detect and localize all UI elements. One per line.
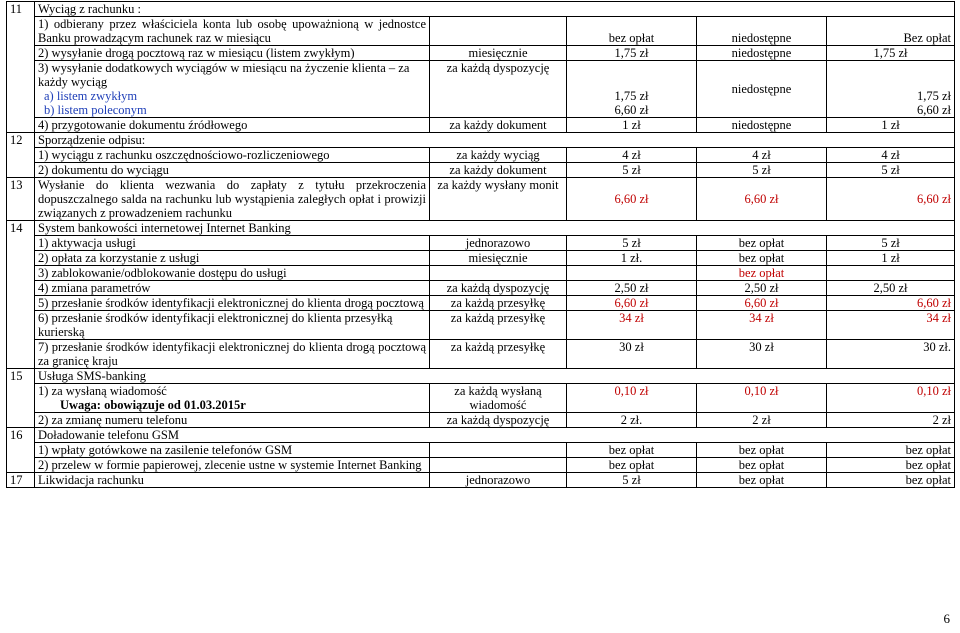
- row-description: 5) przesłanie środków identyfikacji elektronicznej do klienta drogą pocztową: [35, 296, 430, 311]
- fee-cell: 6,60 zł: [697, 296, 827, 311]
- table-row: [7, 17, 955, 46]
- fee-cell: 34 zł: [827, 311, 955, 340]
- table-row: [7, 296, 955, 311]
- frequency-cell: za każdą przesyłkę: [430, 296, 567, 311]
- fee-cell: 2 zł.: [567, 413, 697, 428]
- row-description-line: 1) za wysłaną wiadomość: [38, 384, 167, 398]
- fee-value: 6,60 zł: [614, 103, 649, 117]
- table-row: [7, 46, 955, 61]
- row-description: Likwidacja rachunku: [35, 473, 430, 488]
- table-row: [7, 281, 955, 296]
- row-description: 4) zmiana parametrów: [35, 281, 430, 296]
- fee-cell: 34 zł: [567, 311, 697, 340]
- fee-cell: [827, 61, 955, 118]
- section-title: System bankowości internetowej Internet Banking: [35, 221, 955, 236]
- fee-cell: 5 zł: [827, 163, 955, 178]
- table-row: [7, 61, 955, 118]
- section-title: Doładowanie telefonu GSM: [35, 428, 955, 443]
- sub-item: b) listem poleconym: [44, 103, 147, 117]
- fee-cell: bez opłat: [697, 473, 827, 488]
- fee-cell: 5 zł: [827, 236, 955, 251]
- table-row: [7, 384, 955, 413]
- note: Uwaga: obowiązuje od 01.03.2015r: [60, 398, 246, 412]
- fee-cell: [827, 266, 955, 281]
- section-number: 12: [7, 133, 35, 178]
- table-row: [7, 473, 955, 488]
- fee-cell: 30 zł: [567, 340, 697, 369]
- frequency-cell: za każdą wysłaną wiadomość: [430, 384, 567, 413]
- row-description: 7) przesłanie środków identyfikacji elektronicznej do klienta drogą pocztową za granicę kraju: [35, 340, 430, 369]
- fee-cell: 4 zł: [567, 148, 697, 163]
- fee-cell: niedostępne: [697, 46, 827, 61]
- row-description: [35, 61, 430, 118]
- fee-cell: 1 zł: [567, 118, 697, 133]
- fee-cell: 34 zł: [697, 311, 827, 340]
- fee-cell: 0,10 zł: [697, 384, 827, 413]
- frequency-cell: za każdy dokument: [430, 118, 567, 133]
- fee-cell: 2,50 zł: [827, 281, 955, 296]
- table-row: [7, 148, 955, 163]
- fee-cell: 1 zł: [827, 251, 955, 266]
- frequency-cell: za każdą dyspozycję: [430, 61, 567, 118]
- table-row: [7, 221, 955, 236]
- fee-cell: bez opłat: [567, 17, 697, 46]
- fee-cell: 5 zł: [567, 473, 697, 488]
- table-row: [7, 118, 955, 133]
- row-description: 2) opłata za korzystanie z usługi: [35, 251, 430, 266]
- row-description: 2) wysyłanie drogą pocztową raz w miesiącu (listem zwykłym): [35, 46, 430, 61]
- fee-value: 6,60 zł: [917, 103, 952, 117]
- section-number: 17: [7, 473, 35, 488]
- fee-cell: [567, 61, 697, 118]
- fee-value: 1,75 zł: [917, 89, 952, 103]
- section-number: 15: [7, 369, 35, 428]
- table-row: [7, 133, 955, 148]
- fee-cell: 6,60 zł: [827, 178, 955, 221]
- fee-cell: bez opłat: [827, 458, 955, 473]
- fee-cell: niedostępne: [697, 61, 827, 118]
- section-title: Sporządzenie odpisu:: [35, 133, 955, 148]
- fee-cell: niedostępne: [697, 118, 827, 133]
- fee-cell: 6,60 zł: [827, 296, 955, 311]
- row-description: 1) wyciągu z rachunku oszczędnościowo-rozliczeniowego: [35, 148, 430, 163]
- frequency-cell: za każdą dyspozycję: [430, 413, 567, 428]
- frequency-cell: jednorazowo: [430, 236, 567, 251]
- table-row: [7, 340, 955, 369]
- fee-value: 1,75 zł: [614, 89, 649, 103]
- row-description: 2) dokumentu do wyciągu: [35, 163, 430, 178]
- table-row: [7, 251, 955, 266]
- frequency-cell: za każdą przesyłkę: [430, 340, 567, 369]
- fee-cell: 6,60 zł: [567, 296, 697, 311]
- fee-cell: 2,50 zł: [697, 281, 827, 296]
- row-description: 6) przesłanie środków identyfikacji elektronicznej do klienta przesyłką kurierską: [35, 311, 430, 340]
- frequency-cell: za każdą dyspozycję: [430, 281, 567, 296]
- fee-cell: 2 zł: [827, 413, 955, 428]
- frequency-cell: [430, 266, 567, 281]
- fee-cell: 6,60 zł: [697, 178, 827, 221]
- fee-cell: 0,10 zł: [567, 384, 697, 413]
- row-description: 4) przygotowanie dokumentu źródłowego: [35, 118, 430, 133]
- section-number: 11: [7, 2, 35, 133]
- fee-cell: niedostępne: [697, 17, 827, 46]
- fee-cell: 5 zł: [697, 163, 827, 178]
- row-description: 1) aktywacja usługi: [35, 236, 430, 251]
- table-row: [7, 413, 955, 428]
- fee-cell: Bez opłat: [827, 17, 955, 46]
- table-row: [7, 369, 955, 384]
- row-description: 3) zablokowanie/odblokowanie dostępu do usługi: [35, 266, 430, 281]
- fee-cell: 5 zł: [567, 236, 697, 251]
- row-description: 1) wpłaty gotówkowe na zasilenie telefonów GSM: [35, 443, 430, 458]
- sub-item: a) listem zwykłym: [44, 89, 138, 103]
- frequency-cell: za każdy wyciąg: [430, 148, 567, 163]
- row-description-line: 3) wysyłanie dodatkowych wyciągów w miesiącu na życzenie klienta – za każdy wyciąg: [38, 61, 410, 89]
- frequency-cell: [430, 458, 567, 473]
- row-description: [35, 384, 430, 413]
- frequency-cell: za każdą przesyłkę: [430, 311, 567, 340]
- table-row: [7, 2, 955, 17]
- fee-cell: bez opłat: [697, 443, 827, 458]
- frequency-cell: [430, 17, 567, 46]
- table-row: [7, 178, 955, 221]
- fee-cell: bez opłat: [697, 236, 827, 251]
- fee-cell: bez opłat: [697, 266, 827, 281]
- table-row: [7, 443, 955, 458]
- fee-cell: 5 zł: [567, 163, 697, 178]
- table-row: [7, 236, 955, 251]
- fee-cell: 4 zł: [827, 148, 955, 163]
- fee-cell: bez opłat: [827, 473, 955, 488]
- row-description: 2) za zmianę numeru telefonu: [35, 413, 430, 428]
- section-number: 16: [7, 428, 35, 473]
- table-row: [7, 311, 955, 340]
- fee-cell: 1,75 zł: [827, 46, 955, 61]
- fee-cell: 6,60 zł: [567, 178, 697, 221]
- fee-cell: 0,10 zł: [827, 384, 955, 413]
- section-title: Wyciąg z rachunku :: [35, 2, 955, 17]
- table-row: [7, 163, 955, 178]
- row-description: Wysłanie do klienta wezwania do zapłaty z tytułu przekroczenia dopuszczalnego salda na rachunku lub wystąpienia zaległych opłat i prowizji związanych z prowadzeniem rachunku: [35, 178, 430, 221]
- fee-cell: 30 zł: [697, 340, 827, 369]
- section-number: 13: [7, 178, 35, 221]
- frequency-cell: miesięcznie: [430, 251, 567, 266]
- table-row: [7, 266, 955, 281]
- fee-cell: bez opłat: [567, 443, 697, 458]
- fee-cell: 30 zł.: [827, 340, 955, 369]
- fee-cell: bez opłat: [697, 458, 827, 473]
- frequency-cell: jednorazowo: [430, 473, 567, 488]
- frequency-cell: miesięcznie: [430, 46, 567, 61]
- row-description: 2) przelew w formie papierowej, zlecenie ustne w systemie Internet Banking: [35, 458, 430, 473]
- frequency-cell: [430, 443, 567, 458]
- fee-cell: 1 zł.: [567, 251, 697, 266]
- fee-cell: bez opłat: [567, 458, 697, 473]
- fee-cell: 4 zł: [697, 148, 827, 163]
- section-number: 14: [7, 221, 35, 369]
- fee-cell: bez opłat: [697, 251, 827, 266]
- fee-cell: 1 zł: [827, 118, 955, 133]
- frequency-cell: za każdy dokument: [430, 163, 567, 178]
- fee-table: [6, 1, 955, 488]
- table-row: [7, 458, 955, 473]
- fee-cell: 1,75 zł: [567, 46, 697, 61]
- fee-cell: bez opłat: [827, 443, 955, 458]
- fee-cell: [567, 266, 697, 281]
- table-row: [7, 428, 955, 443]
- fee-cell: 2 zł: [697, 413, 827, 428]
- fee-cell: 2,50 zł: [567, 281, 697, 296]
- section-title: Usługa SMS-banking: [35, 369, 955, 384]
- frequency-cell: za każdy wysłany monit: [430, 178, 567, 221]
- page-number: 6: [943, 611, 950, 626]
- row-description: 1) odbierany przez właściciela konta lub osobę upoważnioną w jednostce Banku prowadzącym rachunek raz w miesiącu: [35, 17, 430, 46]
